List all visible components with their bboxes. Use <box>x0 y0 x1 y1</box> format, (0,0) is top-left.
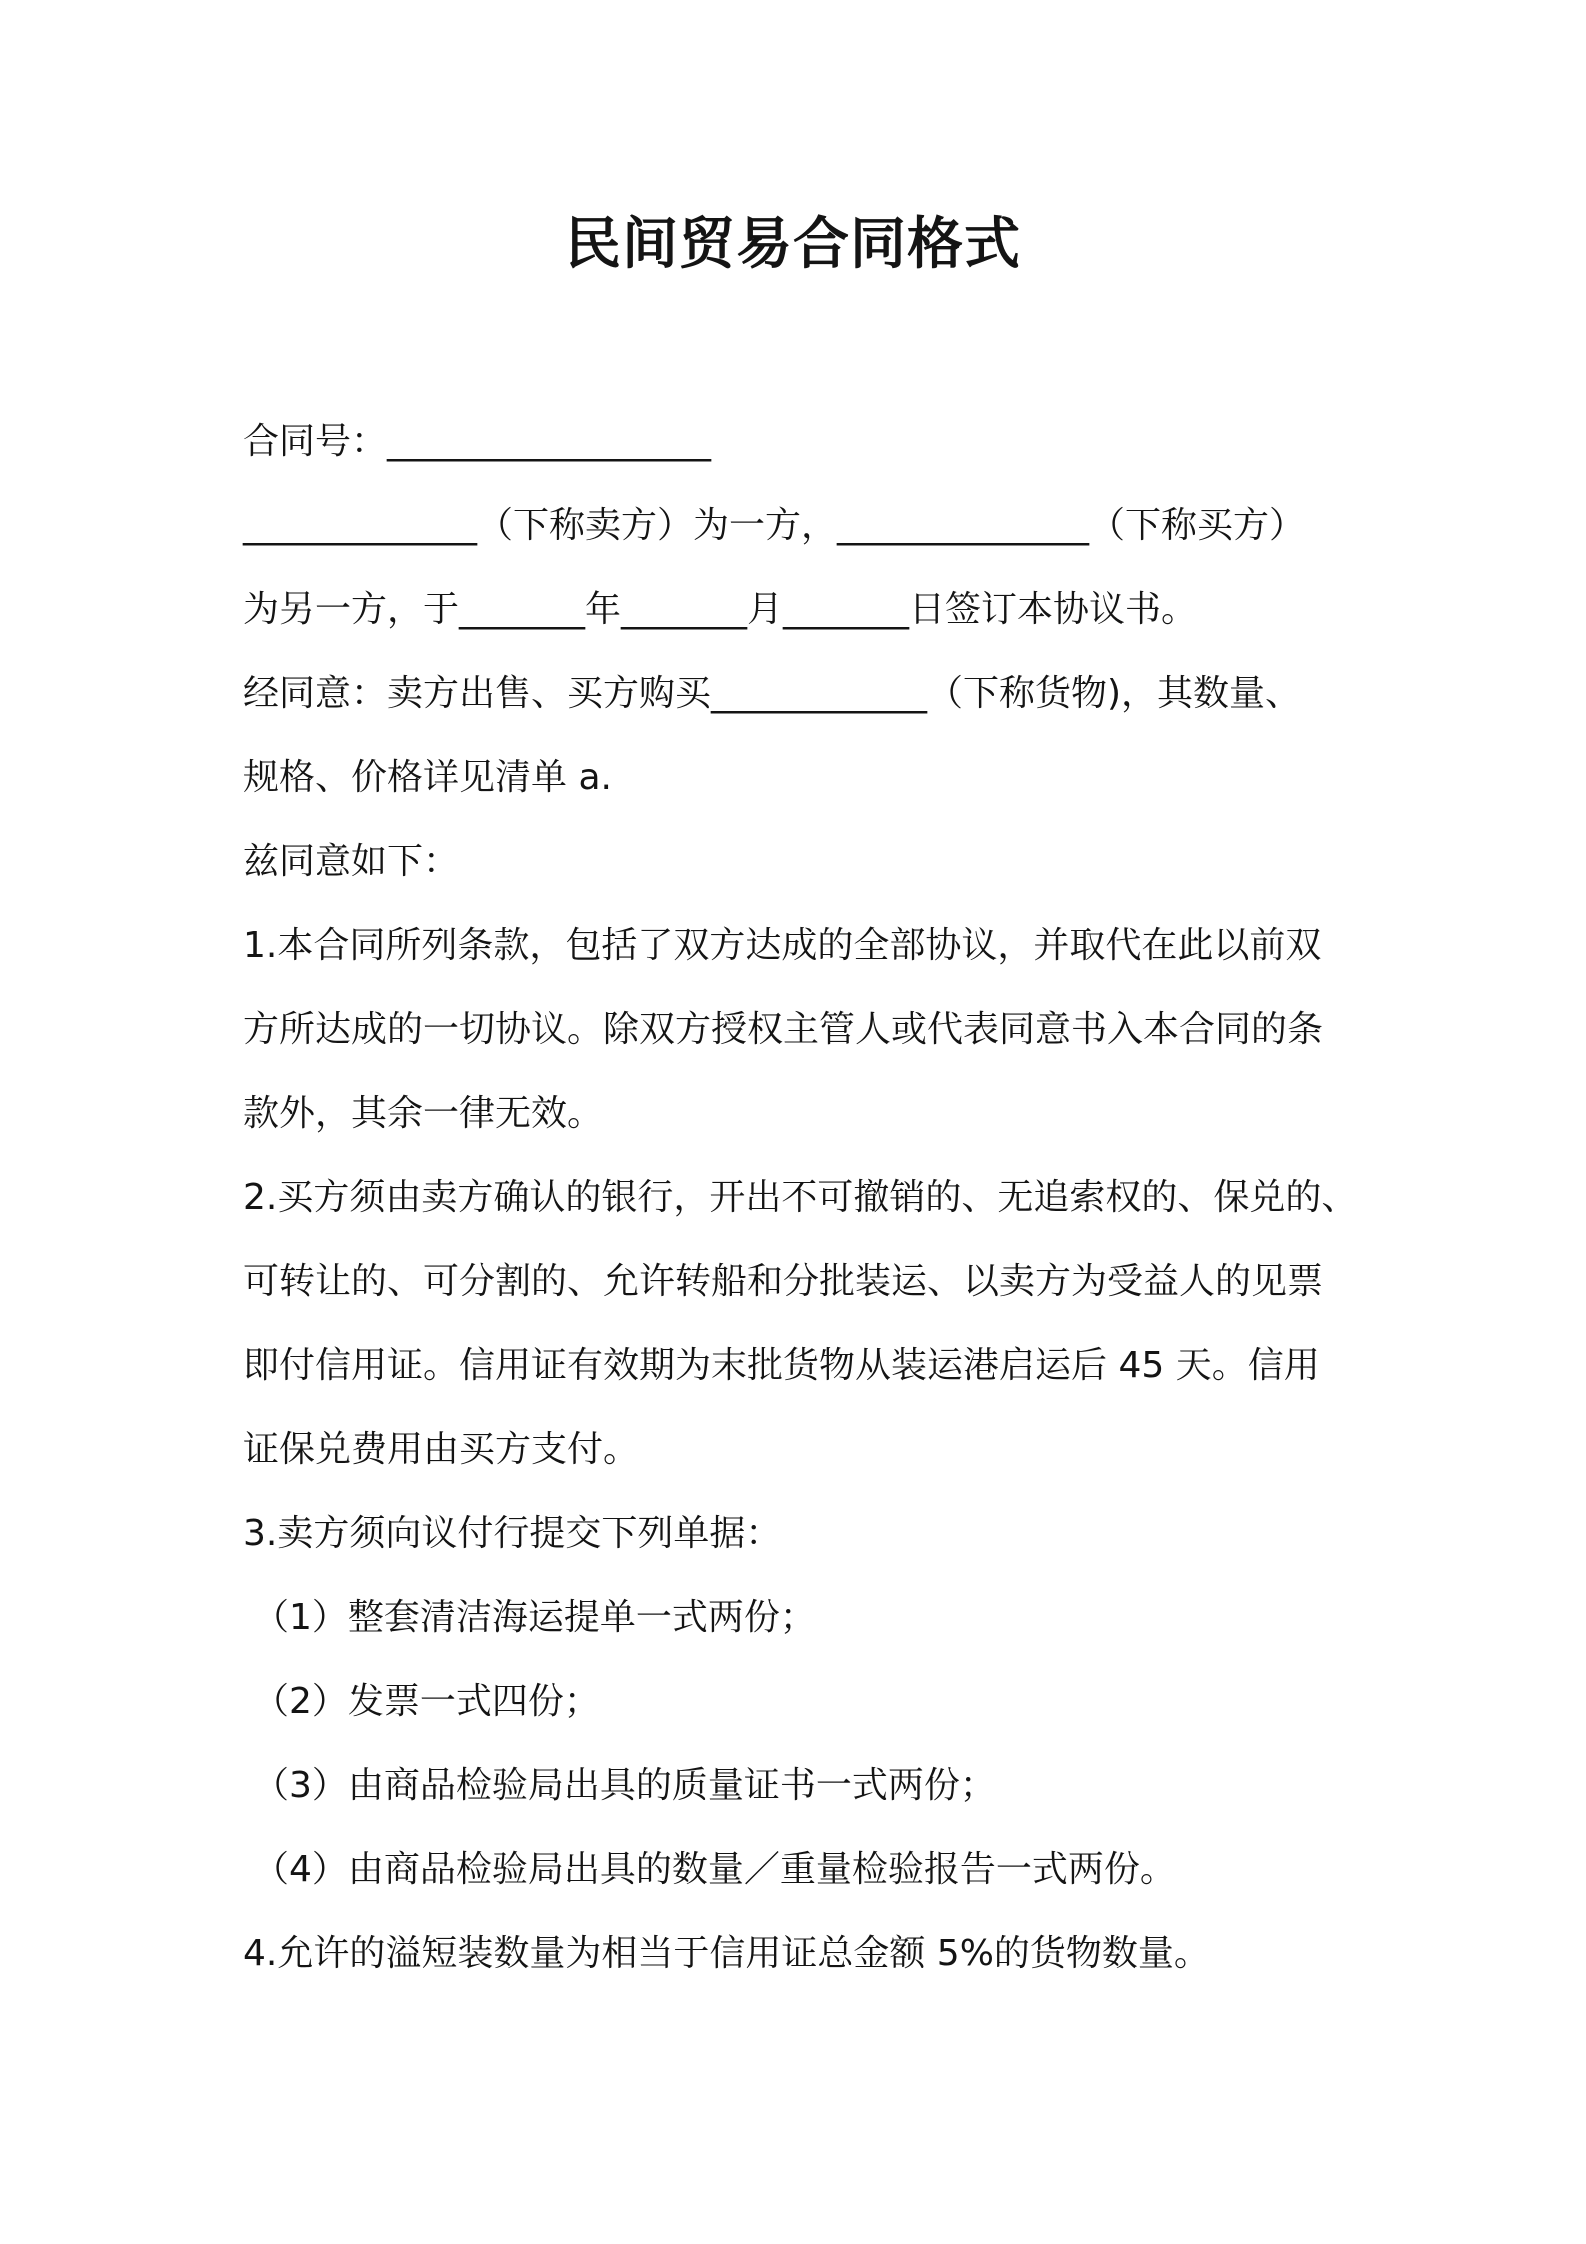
goods-line-2: 规格、价格详见清单 a. <box>243 757 612 798</box>
contract-body <box>243 400 1358 1996</box>
clause-1-line-2: 方所达成的一切协议。除双方授权主管人或代表同意书入本合同的条 <box>243 1009 1324 1050</box>
clause-3-item-4: （4）由商品检验局出具的数量／重量检验报告一式两份。 <box>253 1849 1176 1890</box>
clause-3-item-3: （3）由商品检验局出具的质量证书一式两份； <box>253 1765 996 1806</box>
clause-4-line: 4.允许的溢短装数量为相当于信用证总金额 5%的货物数量。 <box>243 1933 1210 1974</box>
clause-2-line-2: 可转让的、可分割的、允许转船和分批装运、以卖方为受益人的见票 <box>243 1261 1324 1302</box>
clause-1-line-3: 款外，其余一律无效。 <box>243 1093 604 1134</box>
parties-line-1: _____________（下称卖方）为一方，______________（下称买方） <box>243 505 1306 546</box>
clause-2-line-1: 2.买方须由卖方确认的银行，开出不可撤销的、无追索权的、保兑的、 <box>243 1177 1358 1218</box>
agreement-intro: 兹同意如下： <box>243 841 460 882</box>
clause-3-item-1: （1）整套清洁海运提单一式两份； <box>253 1597 816 1638</box>
clause-3-line: 3.卖方须向议付行提交下列单据： <box>243 1513 782 1554</box>
goods-line-1: 经同意：卖方出售、买方购买____________（下称货物)，其数量、 <box>243 673 1302 714</box>
clause-3-item-2: （2）发票一式四份； <box>253 1681 600 1722</box>
clause-2-line-3: 即付信用证。信用证有效期为末批货物从装运港启运后 45 天。信用 <box>243 1345 1320 1386</box>
clause-1-line-1: 1.本合同所列条款，包括了双方达成的全部协议，并取代在此以前双 <box>243 925 1322 966</box>
clause-2-line-4: 证保兑费用由买方支付。 <box>243 1429 640 1470</box>
contract-number-line: 合同号：__________________ <box>243 421 712 462</box>
parties-line-2: 为另一方，于_______年_______月_______日签订本协议书。 <box>243 589 1198 630</box>
document-title: 民间贸易合同格式 <box>565 212 1021 277</box>
